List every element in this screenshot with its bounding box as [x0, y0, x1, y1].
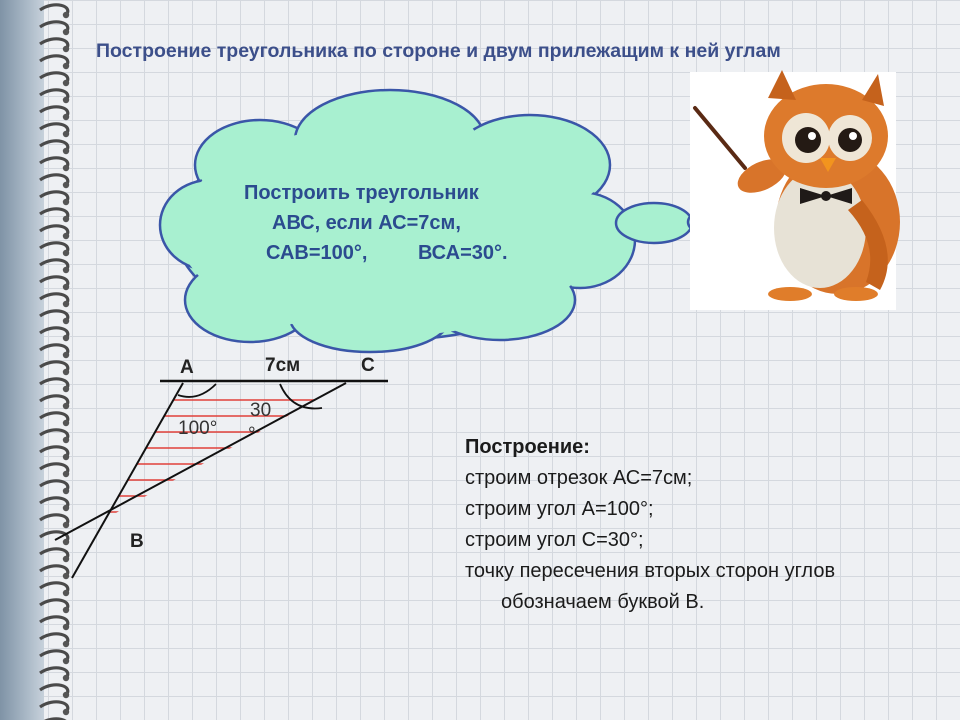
angle-a-label: 100° [178, 418, 218, 439]
step-1: строим отрезок АС=7см; [465, 467, 693, 489]
step-4: точку пересечения вторых сторон углов [465, 560, 836, 582]
vertex-label-c: C [361, 355, 375, 376]
angle-c-degree: ° [248, 424, 256, 445]
steps-heading: Построение: [465, 436, 590, 458]
angle-arc-c [280, 384, 322, 409]
construction-steps [465, 432, 835, 618]
step-4-continued: обозначаем буквой В. [501, 591, 705, 613]
cloud-line-3-angle-c: ВСА=30°. [418, 242, 508, 264]
cloud-line-2: АВС, если АС=7см, [272, 212, 461, 234]
angle-arc-a [178, 384, 216, 397]
side-length-label: 7см [265, 355, 301, 376]
angle-c-label: 30 [250, 400, 272, 421]
page-title: Построение треугольника по стороне и двум прилежащим к ней углам [96, 40, 781, 62]
step-3: строим угол С=30°; [465, 529, 644, 551]
cloud-line-1: Построить треугольник [244, 182, 479, 204]
vertex-label-a: A [180, 357, 194, 378]
vertex-label-b: B [130, 531, 144, 552]
cloud-line-3-angle-a: САВ=100°, [266, 242, 368, 264]
step-2: строим угол А=100°; [465, 498, 654, 520]
